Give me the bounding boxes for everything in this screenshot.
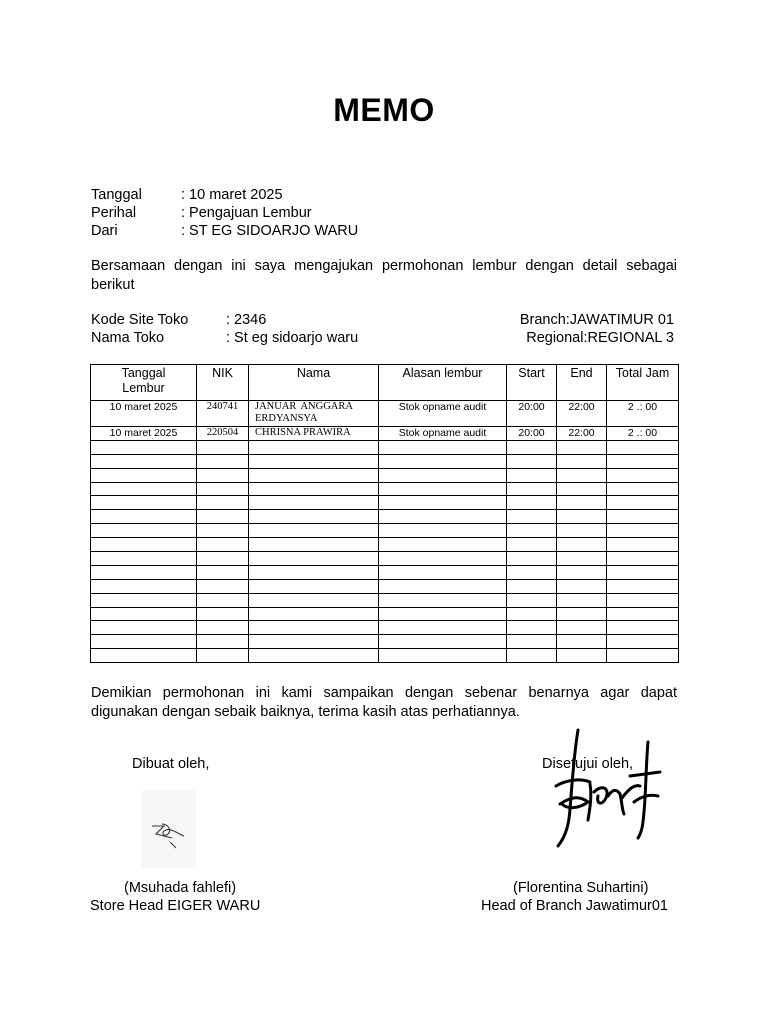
empty-cell	[379, 524, 507, 538]
empty-cell	[507, 649, 557, 663]
empty-cell	[249, 482, 379, 496]
empty-table-row	[91, 607, 679, 621]
empty-cell	[379, 607, 507, 621]
empty-cell	[607, 510, 679, 524]
empty-cell	[197, 496, 249, 510]
empty-cell	[249, 510, 379, 524]
prepared-by-caption: Dibuat oleh,	[132, 756, 210, 772]
empty-cell	[557, 482, 607, 496]
empty-table-row	[91, 440, 679, 454]
empty-table-row	[91, 524, 679, 538]
empty-cell	[249, 565, 379, 579]
empty-cell	[557, 621, 607, 635]
closing-paragraph: Demikian permohonan ini kami sampaikan dengan sebenar benarnya agar dapat digunakan dengan sebaik baiknya, terima kasih atas perhatiannya.	[91, 685, 677, 720]
empty-cell	[607, 635, 679, 649]
header-row-tanggal	[91, 186, 491, 204]
empty-cell	[557, 607, 607, 621]
preparer-signature-image	[142, 790, 196, 868]
empty-cell	[197, 565, 249, 579]
cell-nama: JANUAR ANGGARA ERDYANSYA	[249, 401, 379, 427]
approved-by-caption: Disetujui oleh,	[542, 756, 634, 772]
empty-cell	[557, 454, 607, 468]
empty-cell	[91, 538, 197, 552]
empty-cell	[379, 496, 507, 510]
empty-cell	[507, 593, 557, 607]
empty-cell	[507, 510, 557, 524]
empty-cell	[379, 579, 507, 593]
cell-alasan: Stok opname audit	[379, 427, 507, 441]
empty-cell	[249, 607, 379, 621]
empty-cell	[557, 496, 607, 510]
tanggal-value: : 10 maret 2025	[181, 187, 283, 203]
cell-nik: 240741	[197, 401, 249, 427]
empty-cell	[249, 593, 379, 607]
col-header-nama: Nama	[249, 365, 379, 401]
kode-site-value: : 2346	[226, 312, 267, 328]
preparer-title: Store Head EIGER WARU	[90, 898, 261, 914]
cell-tanggal: 10 maret 2025	[91, 401, 197, 427]
empty-cell	[249, 440, 379, 454]
empty-cell	[507, 524, 557, 538]
empty-cell	[197, 649, 249, 663]
empty-table-row	[91, 482, 679, 496]
col-header-nik: NIK	[197, 365, 249, 401]
empty-cell	[607, 552, 679, 566]
cell-total-jam: 2 .: 00	[607, 401, 679, 427]
empty-cell	[91, 565, 197, 579]
cell-alasan: Stok opname audit	[379, 401, 507, 427]
cell-start: 20:00	[507, 427, 557, 441]
empty-cell	[607, 538, 679, 552]
empty-cell	[507, 482, 557, 496]
empty-table-row	[91, 635, 679, 649]
empty-cell	[197, 552, 249, 566]
empty-cell	[379, 510, 507, 524]
col-header-start: Start	[507, 365, 557, 401]
empty-cell	[607, 482, 679, 496]
empty-cell	[197, 621, 249, 635]
memo-header	[91, 186, 491, 240]
cell-end: 22:00	[557, 401, 607, 427]
empty-cell	[249, 538, 379, 552]
empty-cell	[507, 454, 557, 468]
empty-cell	[379, 565, 507, 579]
empty-table-row	[91, 552, 679, 566]
empty-table-row	[91, 496, 679, 510]
empty-cell	[607, 468, 679, 482]
regional-value: Regional:REGIONAL 3	[526, 330, 674, 346]
cell-start: 20:00	[507, 401, 557, 427]
empty-cell	[557, 593, 607, 607]
empty-cell	[91, 524, 197, 538]
header-row-dari	[91, 222, 491, 240]
empty-table-row	[91, 565, 679, 579]
empty-cell	[557, 565, 607, 579]
col-header-alasan: Alasan lembur	[379, 365, 507, 401]
empty-cell	[91, 607, 197, 621]
empty-cell	[249, 468, 379, 482]
empty-cell	[557, 635, 607, 649]
empty-cell	[379, 468, 507, 482]
empty-cell	[91, 496, 197, 510]
empty-cell	[197, 468, 249, 482]
empty-cell	[557, 579, 607, 593]
empty-cell	[507, 607, 557, 621]
empty-cell	[197, 607, 249, 621]
empty-cell	[607, 649, 679, 663]
empty-cell	[91, 579, 197, 593]
cell-total-jam: 2 .: 00	[607, 427, 679, 441]
empty-cell	[507, 440, 557, 454]
empty-cell	[607, 607, 679, 621]
perihal-label: Perihal	[91, 205, 137, 221]
empty-cell	[557, 552, 607, 566]
memo-title: MEMO	[333, 92, 435, 128]
empty-cell	[557, 468, 607, 482]
empty-table-row	[91, 510, 679, 524]
empty-cell	[197, 635, 249, 649]
empty-cell	[91, 510, 197, 524]
kode-site-label: Kode Site Toko	[91, 312, 189, 328]
empty-cell	[91, 621, 197, 635]
empty-cell	[197, 482, 249, 496]
empty-cell	[557, 440, 607, 454]
empty-cell	[249, 621, 379, 635]
empty-cell	[379, 482, 507, 496]
empty-cell	[557, 524, 607, 538]
empty-table-row	[91, 621, 679, 635]
empty-cell	[91, 552, 197, 566]
empty-cell	[91, 635, 197, 649]
table-row	[91, 401, 679, 427]
empty-cell	[91, 649, 197, 663]
dari-value: : ST EG SIDOARJO WARU	[181, 223, 359, 239]
empty-cell	[379, 454, 507, 468]
empty-cell	[607, 579, 679, 593]
empty-cell	[557, 538, 607, 552]
empty-cell	[249, 579, 379, 593]
empty-table-row	[91, 649, 679, 663]
empty-cell	[507, 635, 557, 649]
empty-cell	[379, 649, 507, 663]
nama-toko-value: : St eg sidoarjo waru	[226, 330, 359, 346]
empty-cell	[249, 454, 379, 468]
empty-cell	[607, 593, 679, 607]
cell-tanggal: 10 maret 2025	[91, 427, 197, 441]
empty-cell	[379, 538, 507, 552]
branch-value: Branch:JAWATIMUR 01	[519, 312, 674, 328]
overtime-table	[90, 364, 679, 663]
empty-cell	[507, 538, 557, 552]
dari-label: Dari	[91, 223, 118, 239]
empty-table-row	[91, 468, 679, 482]
empty-cell	[607, 524, 679, 538]
intro-paragraph: Bersamaan dengan ini saya mengajukan permohonan lembur dengan detail sebagai berikut	[91, 258, 677, 293]
empty-cell	[557, 510, 607, 524]
empty-cell	[607, 496, 679, 510]
empty-cell	[379, 621, 507, 635]
cell-nik: 220504	[197, 427, 249, 441]
empty-cell	[249, 496, 379, 510]
empty-cell	[507, 496, 557, 510]
site-info	[91, 311, 678, 347]
empty-cell	[91, 468, 197, 482]
empty-cell	[507, 579, 557, 593]
empty-cell	[379, 552, 507, 566]
table-header-row	[91, 365, 679, 401]
empty-cell	[197, 524, 249, 538]
cell-end: 22:00	[557, 427, 607, 441]
empty-cell	[197, 579, 249, 593]
empty-cell	[249, 649, 379, 663]
empty-table-row	[91, 579, 679, 593]
empty-cell	[197, 538, 249, 552]
col-header-end: End	[557, 365, 607, 401]
cell-nama: CHRISNA PRAWIRA	[249, 427, 379, 441]
empty-cell	[507, 621, 557, 635]
preparer-name: (Msuhada fahlefi)	[124, 880, 237, 896]
empty-cell	[379, 635, 507, 649]
approver-title: Head of Branch Jawatimur01	[481, 898, 668, 914]
empty-cell	[379, 440, 507, 454]
tanggal-label: Tanggal	[91, 187, 142, 203]
empty-cell	[557, 649, 607, 663]
empty-cell	[91, 593, 197, 607]
empty-cell	[607, 440, 679, 454]
empty-cell	[507, 565, 557, 579]
empty-table-row	[91, 593, 679, 607]
empty-cell	[249, 524, 379, 538]
empty-cell	[197, 510, 249, 524]
empty-cell	[507, 468, 557, 482]
col-header-total-jam: Total Jam	[607, 365, 679, 401]
empty-cell	[91, 454, 197, 468]
empty-cell	[249, 635, 379, 649]
empty-cell	[249, 552, 379, 566]
empty-cell	[607, 565, 679, 579]
empty-cell	[607, 621, 679, 635]
approver-name: (Florentina Suhartini)	[513, 880, 649, 896]
empty-cell	[507, 552, 557, 566]
perihal-value: : Pengajuan Lembur	[181, 205, 312, 221]
table-row	[91, 427, 679, 441]
empty-cell	[197, 454, 249, 468]
empty-cell	[91, 482, 197, 496]
nama-toko-label: Nama Toko	[91, 330, 165, 346]
empty-cell	[379, 593, 507, 607]
approver-signature	[550, 724, 666, 854]
empty-table-row	[91, 454, 679, 468]
empty-cell	[197, 440, 249, 454]
empty-table-row	[91, 538, 679, 552]
empty-cell	[91, 440, 197, 454]
header-row-perihal	[91, 204, 491, 222]
empty-cell	[607, 454, 679, 468]
col-header-tanggal: Tanggal Lembur	[91, 365, 197, 401]
empty-cell	[197, 593, 249, 607]
